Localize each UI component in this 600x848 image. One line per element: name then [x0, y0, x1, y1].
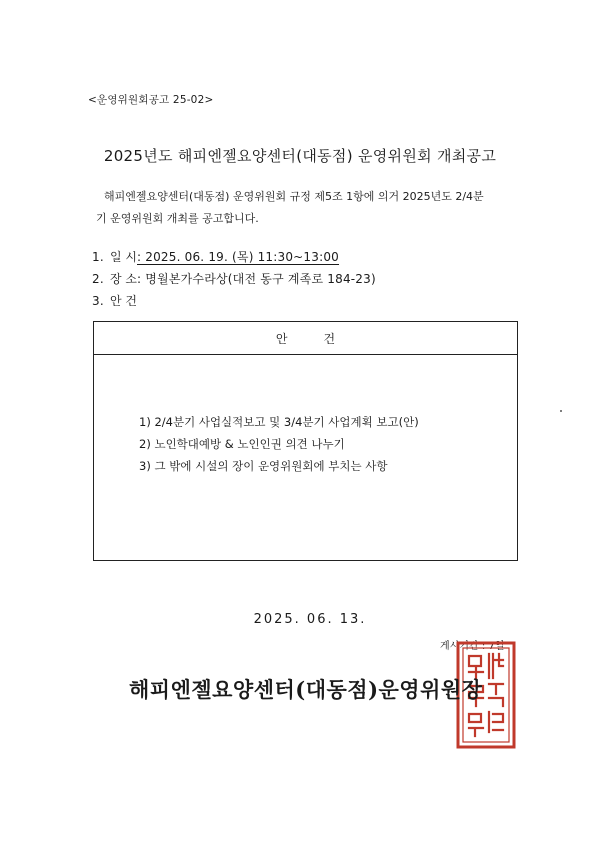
- announcement-reference: <운영위원회공고 25-02>: [88, 94, 214, 106]
- document-title: 2025년도 해피엔젤요양센터(대동점) 운영위원회 개최공고: [103, 147, 497, 165]
- posting-period: 게시기간 : 7일: [440, 641, 505, 652]
- item-label: 안 건: [110, 294, 137, 308]
- intro-line-2: 기 운영위원회 개최를 공고합니다.: [96, 212, 259, 225]
- scan-speck: [560, 410, 562, 412]
- agenda-box-header: 안건: [94, 322, 517, 355]
- item-agenda: 3. 안 건: [92, 292, 170, 309]
- agenda-entry: 3) 그 밖에 시설의 장이 운영위원회에 부치는 사항: [139, 459, 388, 473]
- document-date: 2025. 06. 13.: [253, 612, 367, 627]
- intro-line-1: 해피엔젤요양센터(대동점) 운영위원회 규정 제5조 1항에 의거 2025년도 2/4분: [104, 190, 484, 203]
- meeting-location: : 명월본가수라상(대전 동구 계족로 184-23): [137, 272, 376, 286]
- item-label: 일 시: [110, 250, 137, 264]
- intro-paragraph: [96, 186, 526, 230]
- item-label: 장 소: [110, 272, 137, 286]
- agenda-box: [93, 321, 518, 561]
- item-datetime: 1. 일 시: 2025. 06. 19. (목) 11:30~13:00: [92, 250, 340, 264]
- signer-name: 해피엔젤요양센터(대동점)운영위원장: [129, 677, 483, 702]
- item-location: 2. 장 소: 명월본가수라상(대전 동구 계족로 184-23): [92, 272, 376, 286]
- agenda-entry: 1) 2/4분기 사업실적보고 및 3/4분기 사업계획 보고(안): [139, 415, 419, 429]
- agenda-entry: 2) 노인학대예방 & 노인인권 의견 나누기: [139, 437, 345, 451]
- meeting-datetime: : 2025. 06. 19. (목) 11:30~13:00: [137, 250, 340, 264]
